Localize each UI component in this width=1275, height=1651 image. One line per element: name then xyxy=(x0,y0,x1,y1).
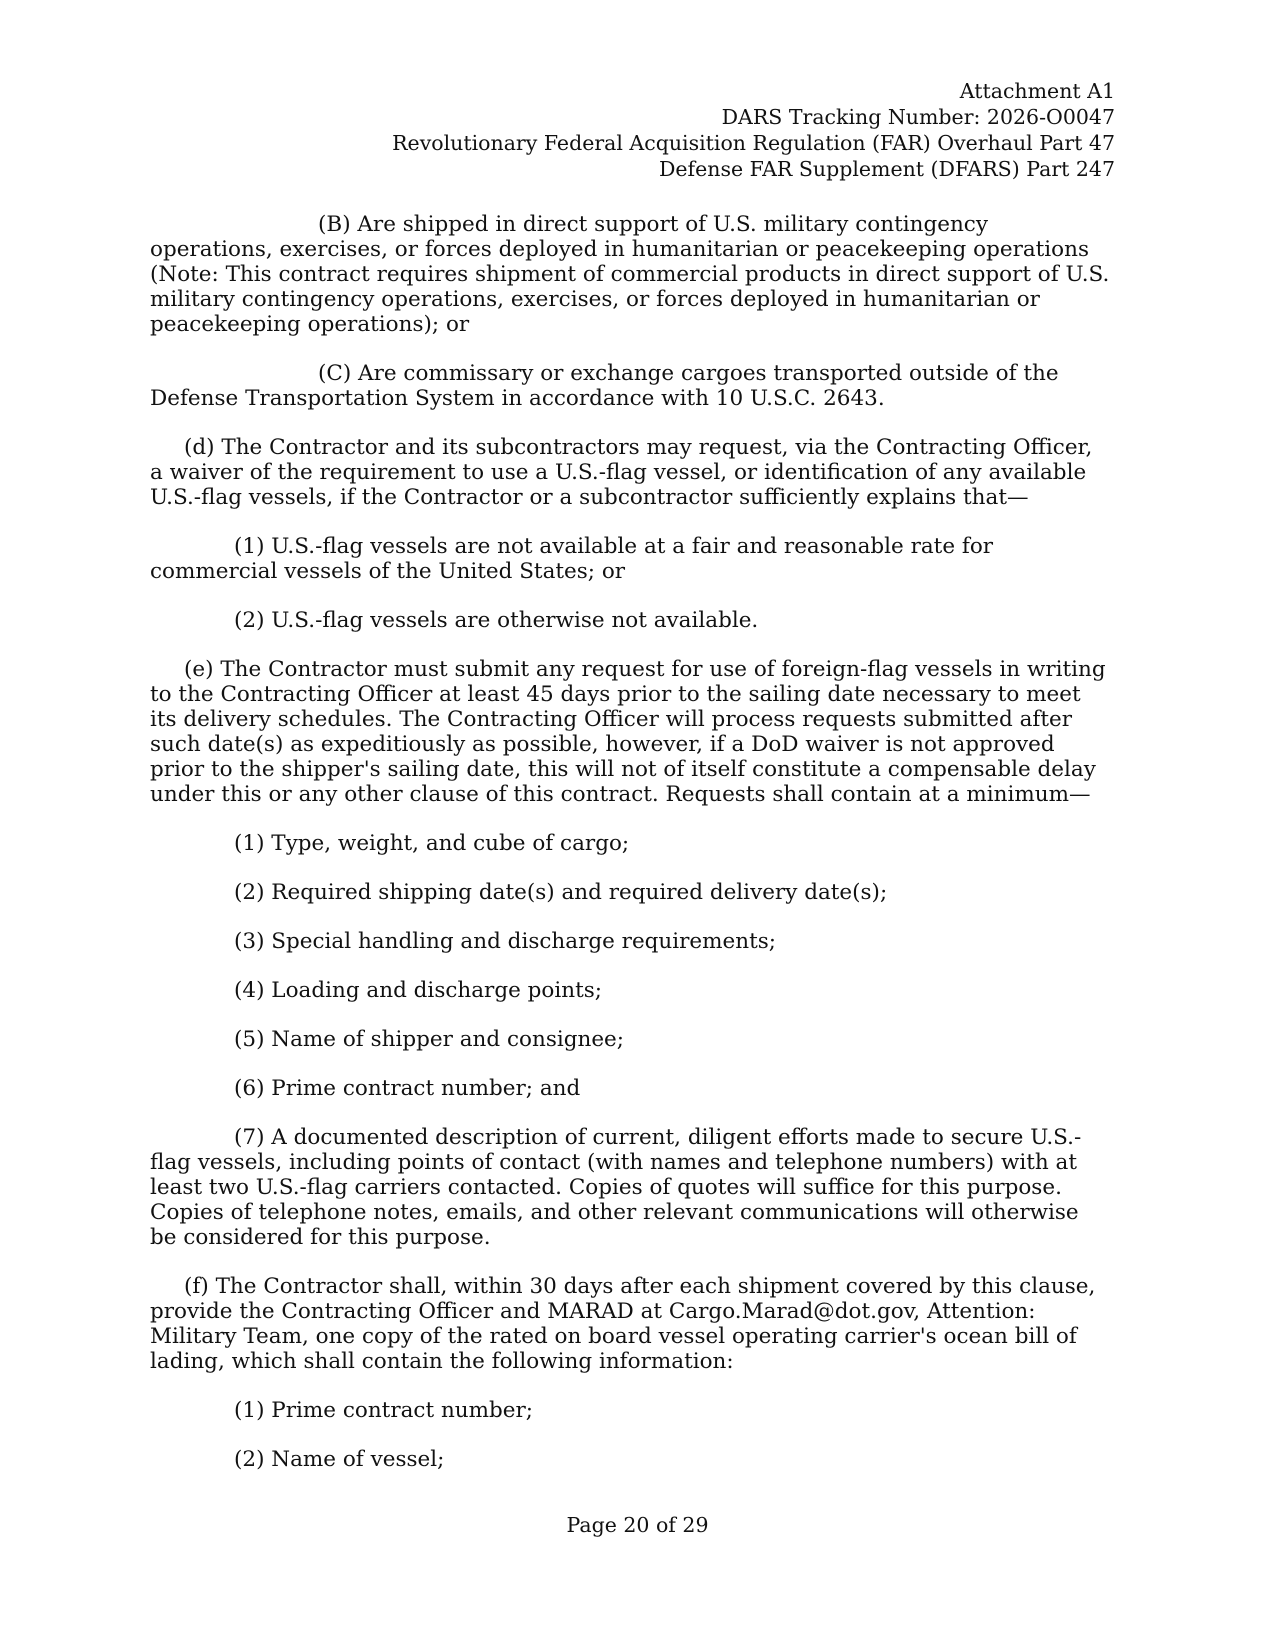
list-item-f2: (2) Name of vessel; xyxy=(234,1447,445,1472)
document-body xyxy=(150,212,1110,1496)
page-number: Page 20 of 29 xyxy=(566,1513,709,1537)
list-item-e1: (1) Type, weight, and cube of cargo; xyxy=(234,831,630,856)
list-item-e3: (3) Special handling and discharge requirements; xyxy=(234,929,777,954)
header-dfars-part: Defense FAR Supplement (DFARS) Part 247 xyxy=(658,157,1115,181)
paragraph-d: (d) The Contractor and its subcontractors may request, via the Contracting Officer, a waiver of the requirement to use a U.S.-flag vessel, or identification of any available U.S.-flag vessels, if the Contractor or a subcontractor sufficiently explains that— xyxy=(150,435,1093,510)
header-tracking-number: DARS Tracking Number: 2026-O0047 xyxy=(721,105,1115,129)
list-item-e6: (6) Prime contract number; and xyxy=(234,1076,581,1101)
list-item-f1: (1) Prime contract number; xyxy=(234,1398,534,1423)
list-item-e7: (7) A documented description of current, diligent efforts made to secure U.S.-flag vessels, including points of contact (with names and telephone numbers) with at least two U.S.-flag carriers contacted. Copies of quotes will suffice for this purpose. Copies of telephone notes, emails, and other relevant communications will otherwise be considered for this purpose. xyxy=(150,1125,1082,1250)
page-header xyxy=(215,78,1115,182)
header-far-part: Revolutionary Federal Acquisition Regulation (FAR) Overhaul Part 47 xyxy=(392,131,1115,155)
list-item-e5: (5) Name of shipper and consignee; xyxy=(234,1027,625,1052)
header-attachment: Attachment A1 xyxy=(959,79,1115,103)
paragraph-c: (C) Are commissary or exchange cargoes transported outside of the Defense Transportation System in accordance with 10 U.S.C. 2643. xyxy=(150,361,1059,411)
list-item-e2: (2) Required shipping date(s) and required delivery date(s); xyxy=(234,880,888,905)
list-item-e4: (4) Loading and discharge points; xyxy=(234,978,602,1003)
paragraph-f: (f) The Contractor shall, within 30 days after each shipment covered by this clause, provide the Contracting Officer and MARAD at Cargo.Marad@dot.gov, Attention: Military Team, one copy of the rated on board vessel operating carrier's ocean bill of lading, which shall contain the following information: xyxy=(150,1274,1096,1374)
paragraph-e: (e) The Contractor must submit any request for use of foreign-flag vessels in writing to the Contracting Officer at least 45 days prior to the sailing date necessary to meet its delivery schedules. The Contracting Officer will process requests submitted after such date(s) as expeditiously as possible, however, if a DoD waiver is not approved prior to the shipper's sailing date, this will not of itself constitute a compensable delay under this or any other clause of this contract. Requests shall contain at a minimum— xyxy=(150,657,1106,807)
list-item-d1: (1) U.S.-flag vessels are not available at a fair and reasonable rate for commercial vessels of the United States; or xyxy=(150,534,994,584)
paragraph-b: (B) Are shipped in direct support of U.S. military contingency operations, exercises, or forces deployed in humanitarian or peacekeeping operations (Note: This contract requires shipment of commercial products in direct support of U.S. military contingency operations, exercises, or forces deployed in humanitarian or peacekeeping operations); or xyxy=(150,212,1110,337)
list-item-d2: (2) U.S.-flag vessels are otherwise not available. xyxy=(234,608,759,633)
